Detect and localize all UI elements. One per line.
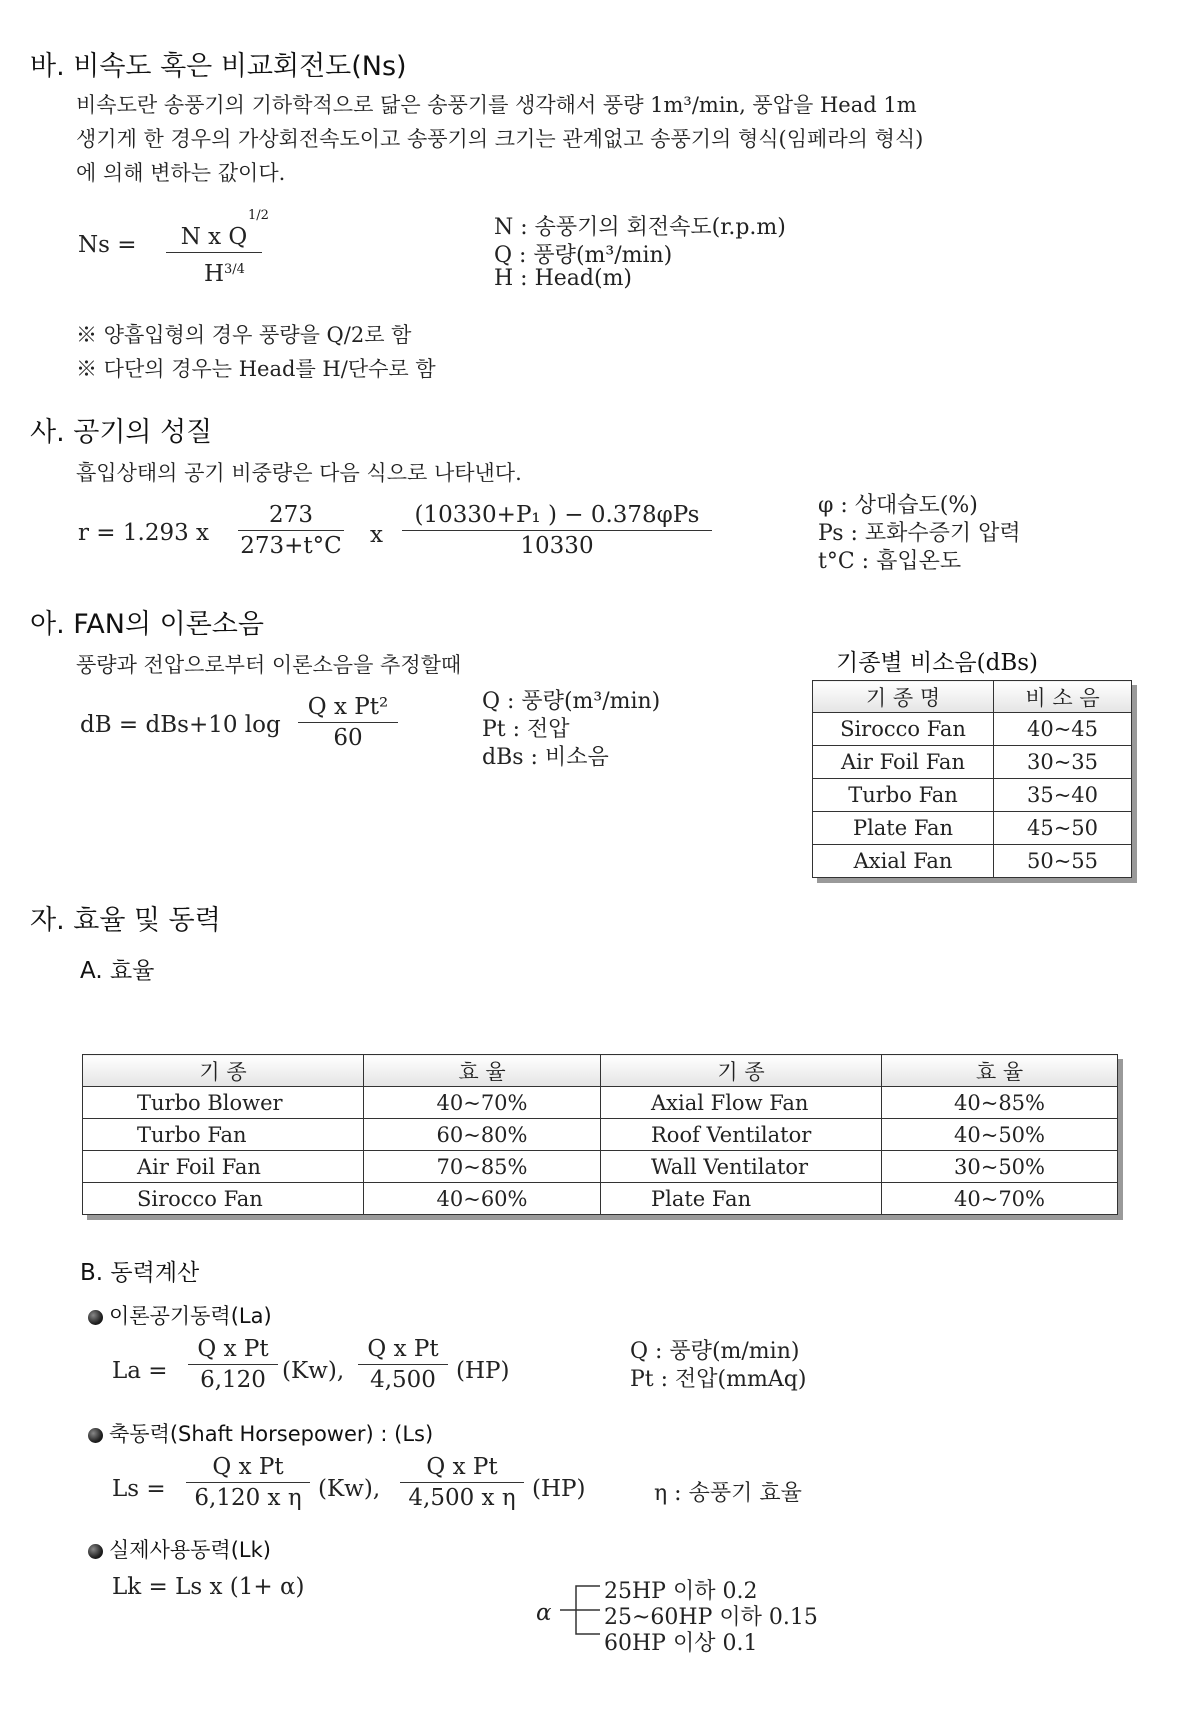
- ns-legend-n: N : 송풍기의 회전속도(r.p.m): [494, 215, 786, 240]
- noise-table-cell: 50~55: [994, 845, 1132, 878]
- ls-lhs: Ls =: [112, 1476, 166, 1502]
- noise-legend-dbs: dBs : 비소음: [482, 745, 609, 770]
- la-unit-kw: (Kw),: [282, 1358, 345, 1384]
- air-fraction-1-den: 273+t°C: [240, 533, 342, 559]
- note-multi-stage: ※ 다단의 경우는 Head를 H/단수로 함: [76, 357, 436, 381]
- la-fraction-hp-den: 4,500: [370, 1367, 436, 1393]
- eff-cell: 40~85%: [882, 1087, 1118, 1119]
- la-heading-text: 이론공기동력(La): [109, 1304, 272, 1328]
- air-formula-lhs: r = 1.293 x: [78, 520, 210, 546]
- lk-alpha: α: [536, 1600, 552, 1626]
- eff-header-eff: 효 율: [364, 1055, 601, 1087]
- eff-cell: Turbo Blower: [83, 1087, 364, 1119]
- ns-legend-h: H : Head(m): [494, 266, 633, 291]
- la-lhs: La =: [112, 1358, 168, 1384]
- noise-formula-lhs: dB = dBs+10 log: [80, 712, 281, 738]
- noise-paragraph: 풍량과 전압으로부터 이론소음을 추정할때: [76, 653, 462, 677]
- eff-cell: 40~50%: [882, 1119, 1118, 1151]
- ls-heading-text: 축동력(Shaft Horsepower) : (Ls): [109, 1422, 434, 1446]
- ls-fraction-kw: [186, 1454, 310, 1511]
- ns-numerator: N x Q: [180, 224, 248, 250]
- noise-legend-q: Q : 풍량(m³/min): [482, 689, 661, 714]
- noise-table-cell: 35~40: [994, 779, 1132, 812]
- lk-bracket: [556, 1580, 604, 1640]
- lk-option-2: 25~60HP 이하 0.15: [604, 1605, 818, 1630]
- eff-cell: 70~85%: [364, 1151, 601, 1183]
- lk-formula: Lk = Ls x (1+ α): [112, 1574, 305, 1600]
- noise-table-header-value: 비 소 음: [994, 681, 1132, 713]
- ls-legend-eta: η : 송풍기 효율: [654, 1481, 802, 1506]
- air-legend-ps: Ps : 포화수증기 압력: [818, 521, 1021, 546]
- air-fraction-1: [238, 502, 344, 559]
- air-legend-temp: t°C : 흡입온도: [818, 549, 962, 574]
- section-title-air-properties: 사. 공기의 성질: [30, 417, 213, 448]
- noise-table: [812, 680, 1132, 878]
- bullet-icon: [88, 1544, 103, 1559]
- efficiency-table: [82, 1054, 1118, 1215]
- lk-option-3: 60HP 이상 0.1: [604, 1631, 758, 1656]
- noise-table-title: 기종별 비소음(dBs): [836, 650, 1038, 676]
- ns-formula-lhs: Ns =: [78, 232, 137, 258]
- paragraph-line-3: 에 의해 변하는 값이다.: [76, 161, 286, 185]
- la-fraction-hp-num: Q x Pt: [358, 1336, 448, 1365]
- la-fraction-kw: [188, 1336, 278, 1393]
- noise-table-cell: Axial Fan: [813, 845, 994, 878]
- noise-legend-pt: Pt : 전압: [482, 717, 570, 742]
- ns-formula-fraction: [166, 224, 262, 287]
- noise-table-cell: Plate Fan: [813, 812, 994, 845]
- ls-unit-hp: (HP): [532, 1476, 586, 1502]
- la-fraction-kw-num: Q x Pt: [188, 1336, 278, 1365]
- ns-legend-q: Q : 풍량(m³/min): [494, 243, 673, 268]
- ls-fraction-kw-num: Q x Pt: [186, 1454, 310, 1483]
- air-fraction-2: [402, 502, 712, 559]
- noise-table-cell: 40~45: [994, 713, 1132, 746]
- eff-header-eff: 효 율: [882, 1055, 1118, 1087]
- eff-cell: 60~80%: [364, 1119, 601, 1151]
- lk-heading: [88, 1534, 271, 1564]
- eff-cell: Roof Ventilator: [601, 1119, 882, 1151]
- section-title-specific-speed: 바. 비속도 혹은 비교회전도(Ns): [30, 51, 407, 82]
- eff-cell: Air Foil Fan: [83, 1151, 364, 1183]
- la-legend-q: Q : 풍량(m/min): [630, 1339, 800, 1364]
- eff-cell: Plate Fan: [601, 1183, 882, 1215]
- noise-table-cell: Sirocco Fan: [813, 713, 994, 746]
- section-title-fan-noise: 아. FAN의 이론소음: [30, 609, 264, 640]
- eff-cell: 40~70%: [882, 1183, 1118, 1215]
- la-legend-pt: Pt : 전압(mmAq): [630, 1367, 807, 1392]
- noise-table-cell: Turbo Fan: [813, 779, 994, 812]
- eff-cell: Wall Ventilator: [601, 1151, 882, 1183]
- noise-table-header-type: 기 종 명: [813, 681, 994, 713]
- section-title-efficiency-power: 자. 효율 및 동력: [30, 905, 221, 936]
- eff-cell: 40~60%: [364, 1183, 601, 1215]
- noise-fraction: [298, 694, 398, 751]
- noise-table-cell: 45~50: [994, 812, 1132, 845]
- ls-fraction-hp: [400, 1454, 524, 1511]
- air-fraction-1-num: 273: [238, 502, 344, 531]
- paragraph-line-2: 생기게 한 경우의 가상회전속도이고 송풍기의 크기는 관계없고 송풍기의 형식(임페라의 형식): [76, 127, 924, 151]
- air-legend-phi: φ : 상대습도(%): [818, 493, 978, 518]
- ns-denominator-exponent: 3/4: [224, 262, 245, 277]
- bullet-icon: [88, 1428, 103, 1443]
- subsection-power-calc: B. 동력계산: [80, 1260, 200, 1286]
- la-unit-hp: (HP): [456, 1358, 510, 1384]
- ns-numerator-exponent: 1/2: [248, 208, 269, 223]
- air-fraction-2-den: 10330: [520, 533, 594, 559]
- ns-denominator: H: [203, 261, 225, 287]
- eff-cell: Axial Flow Fan: [601, 1087, 882, 1119]
- ls-fraction-kw-den: 6,120 x η: [194, 1485, 302, 1511]
- ls-heading: [88, 1418, 433, 1448]
- subsection-efficiency: A. 효율: [80, 958, 155, 984]
- noise-fraction-den: 60: [333, 725, 363, 751]
- eff-cell: 40~70%: [364, 1087, 601, 1119]
- ls-unit-kw: (Kw),: [318, 1476, 381, 1502]
- lk-option-1: 25HP 이하 0.2: [604, 1579, 758, 1604]
- noise-fraction-num: Q x Pt²: [298, 694, 398, 723]
- bullet-icon: [88, 1310, 103, 1325]
- air-times: x: [370, 522, 383, 548]
- eff-cell: 30~50%: [882, 1151, 1118, 1183]
- eff-header-type: 기 종: [83, 1055, 364, 1087]
- eff-cell: Sirocco Fan: [83, 1183, 364, 1215]
- noise-table-cell: Air Foil Fan: [813, 746, 994, 779]
- ls-fraction-hp-den: 4,500 x η: [408, 1485, 516, 1511]
- la-heading: [88, 1300, 272, 1330]
- lk-heading-text: 실제사용동력(Lk): [109, 1538, 271, 1562]
- ls-fraction-hp-num: Q x Pt: [400, 1454, 524, 1483]
- eff-header-type: 기 종: [601, 1055, 882, 1087]
- la-fraction-hp: [358, 1336, 448, 1393]
- note-double-suction: ※ 양흡입형의 경우 풍량을 Q/2로 함: [76, 323, 412, 347]
- eff-cell: Turbo Fan: [83, 1119, 364, 1151]
- air-paragraph: 흡입상태의 공기 비중량은 다음 식으로 나타낸다.: [76, 461, 522, 485]
- air-fraction-2-num: (10330+P₁ ) − 0.378φPs: [402, 502, 712, 531]
- paragraph-line-1: 비속도란 송풍기의 기하학적으로 닮은 송풍기를 생각해서 풍량 1m³/min, 풍압을 Head 1m: [76, 93, 917, 117]
- la-fraction-kw-den: 6,120: [200, 1367, 266, 1393]
- noise-table-cell: 30~35: [994, 746, 1132, 779]
